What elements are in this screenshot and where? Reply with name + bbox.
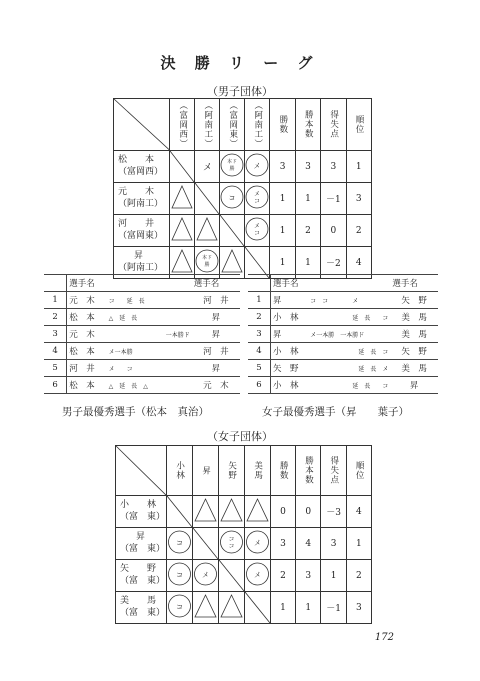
women-stat-3-1: 1	[296, 592, 321, 624]
men-col-header-0: （富岡西）	[170, 99, 195, 151]
match-marks: 延 長 メ	[308, 360, 390, 377]
match-left-player: 昇	[270, 326, 308, 343]
women-stat-0-2: －3	[321, 496, 346, 528]
match-marks: コ 延 長	[107, 292, 192, 309]
svg-text:コ: コ	[228, 194, 236, 202]
match-no: 4	[44, 343, 67, 360]
women-matches-table	[248, 274, 438, 394]
women-stat-2-3: 2	[346, 560, 371, 592]
men-stat-2-1: 2	[295, 215, 320, 247]
men-cell-1-2	[220, 183, 245, 215]
men-stat-3-0: 1	[270, 247, 295, 279]
svg-text:コ: コ	[228, 536, 235, 543]
women-stat-header-1: 勝本数	[296, 446, 321, 496]
match-right-player: 美 馬	[390, 309, 438, 326]
men-col-header-3: （阿南工）	[245, 99, 270, 151]
match-right-player: 昇	[192, 309, 240, 326]
match-left-player: 元 木	[67, 326, 107, 343]
match-left-player: 小 林	[270, 309, 308, 326]
match-marks: △ 延 長	[107, 309, 192, 326]
svg-text:コ: コ	[254, 230, 261, 237]
women-cell-0-3	[244, 496, 270, 528]
men-stat-0-0: 3	[270, 151, 295, 183]
match-no: 6	[44, 377, 67, 394]
men-mvp: 男子最優秀選手（松本 真治）	[62, 406, 209, 418]
men-stat-3-3: 4	[346, 247, 371, 279]
women-cell-3-1	[192, 592, 218, 624]
match-right-player: 昇	[192, 360, 240, 377]
men-stat-2-3: 2	[346, 215, 371, 247]
women-cell-0-1	[192, 496, 218, 528]
svg-text:メ: メ	[253, 162, 261, 170]
svg-text:コ: コ	[175, 571, 183, 579]
men-stat-1-1: 1	[295, 183, 320, 215]
match-left-player: 松 本	[67, 309, 107, 326]
men-col-header-2: （富岡東）	[220, 99, 245, 151]
men-cell-0-1: メ	[195, 151, 220, 183]
svg-text:コ: コ	[228, 543, 235, 550]
self-cell	[166, 496, 192, 528]
women-col-header-2: 矢野	[218, 446, 244, 496]
self-cell	[220, 215, 245, 247]
svg-text:勝: 勝	[204, 262, 210, 268]
match-marks: コ コ メ	[308, 292, 390, 309]
men-stat-0-2: 3	[321, 151, 346, 183]
women-stat-0-3: 4	[346, 496, 371, 528]
men-stat-0-3: 1	[346, 151, 371, 183]
women-league-table	[115, 445, 372, 624]
match-right-player: 河 井	[192, 292, 240, 309]
women-cell-0-2	[218, 496, 244, 528]
match-right-player: 元 木	[192, 377, 240, 394]
men-stat-2-0: 1	[270, 215, 295, 247]
men-row-name-0: 松 本 （富岡西）	[114, 151, 170, 183]
men-stat-0-1: 3	[295, 151, 320, 183]
match-marks-header	[107, 275, 192, 292]
match-marks: メ コ	[107, 360, 192, 377]
men-stat-3-2: －2	[321, 247, 346, 279]
svg-text:メ: メ	[201, 571, 209, 579]
match-marks: メ一本勝	[107, 343, 192, 360]
match-marks: 一本勝ド	[107, 326, 192, 343]
women-stat-1-1: 4	[296, 528, 321, 560]
women-row-name-2: 矢 野 （富 東）	[116, 560, 167, 592]
match-no-header	[44, 275, 67, 292]
match-no: 1	[248, 292, 270, 309]
women-row-name-1: 昇 （富 東）	[116, 528, 167, 560]
women-row-name-0: 小 林 （富 東）	[116, 496, 167, 528]
match-left-player: 松 本	[67, 343, 107, 360]
women-stat-header-3: 順位	[346, 446, 371, 496]
women-cell-2-3	[244, 560, 270, 592]
women-cell-1-2	[218, 528, 244, 560]
women-cell-1-0	[166, 528, 192, 560]
women-mvp: 女子最優秀選手（昇 葉子）	[262, 406, 409, 418]
men-row-name-2: 河 井 （富岡東）	[114, 215, 170, 247]
men-stat-header-0: 勝数	[270, 99, 295, 151]
women-row-name-3: 美 馬 （富 東）	[116, 592, 167, 624]
self-cell	[170, 151, 195, 183]
match-right-header: 選手名	[192, 275, 240, 292]
match-marks: 延 長 コ	[308, 343, 390, 360]
women-section-label: （女子団体）	[207, 430, 273, 443]
men-cell-1-0	[170, 183, 195, 215]
match-right-player: 矢 野	[390, 343, 438, 360]
women-stat-2-1: 3	[296, 560, 321, 592]
women-stat-0-1: 0	[296, 496, 321, 528]
match-no: 1	[44, 292, 67, 309]
women-col-header-1: 昇	[192, 446, 218, 496]
match-left-player: 小 林	[270, 377, 308, 394]
svg-text:メ: メ	[253, 571, 261, 579]
women-stat-header-0: 勝数	[270, 446, 295, 496]
corner-cell	[114, 99, 170, 151]
match-no: 2	[248, 309, 270, 326]
women-stat-1-3: 1	[346, 528, 371, 560]
match-marks: 延 長 コ	[308, 377, 390, 394]
women-col-header-3: 美馬	[244, 446, 270, 496]
men-matches-table	[44, 274, 240, 394]
match-no: 5	[44, 360, 67, 377]
match-no: 3	[248, 326, 270, 343]
svg-text:本ド: 本ド	[227, 159, 238, 165]
match-right-player: 美 馬	[390, 360, 438, 377]
men-stat-2-2: 0	[321, 215, 346, 247]
women-stat-2-0: 2	[270, 560, 295, 592]
match-right-player: 美 馬	[390, 326, 438, 343]
men-stat-header-2: 得失点	[321, 99, 346, 151]
match-right-header: 選手名	[390, 275, 438, 292]
match-marks: メ一本勝 一本勝ド	[308, 326, 390, 343]
men-stat-1-3: 3	[346, 183, 371, 215]
men-stat-3-1: 1	[295, 247, 320, 279]
women-stat-1-0: 3	[270, 528, 295, 560]
women-cell-3-0	[166, 592, 192, 624]
match-marks: 延 長 コ	[308, 309, 390, 326]
page-title: 決 勝 リ ー グ	[160, 54, 320, 72]
match-left-player: 昇	[270, 292, 308, 309]
svg-text:本ド: 本ド	[202, 255, 213, 261]
women-stat-2-2: 1	[321, 560, 346, 592]
match-left-player: 河 井	[67, 360, 107, 377]
match-left-header: 選手名	[270, 275, 308, 292]
women-stat-3-2: －1	[321, 592, 346, 624]
match-no: 4	[248, 343, 270, 360]
svg-text:メ: メ	[254, 191, 261, 198]
match-right-player: 昇	[390, 377, 438, 394]
svg-text:勝: 勝	[229, 166, 235, 172]
women-stat-3-3: 3	[346, 592, 371, 624]
match-marks-header	[308, 275, 390, 292]
women-stat-header-2: 得失点	[321, 446, 346, 496]
men-section-label: （男子団体）	[207, 85, 273, 98]
men-col-header-1: （阿南工）	[195, 99, 220, 151]
men-cell-2-1	[195, 215, 220, 247]
svg-text:コ: コ	[175, 603, 183, 611]
self-cell	[192, 528, 218, 560]
match-right-player: 昇	[192, 326, 240, 343]
men-stat-header-3: 順位	[346, 99, 371, 151]
men-cell-0-3	[245, 151, 270, 183]
match-no-header	[248, 275, 270, 292]
women-cell-2-1	[192, 560, 218, 592]
svg-text:コ: コ	[254, 198, 261, 205]
page-number: 172	[374, 632, 394, 643]
men-cell-2-0	[170, 215, 195, 247]
men-stat-header-1: 勝本数	[295, 99, 320, 151]
match-marks: △ 延 長 △	[107, 377, 192, 394]
men-row-name-3: 昇 （阿南工）	[114, 247, 170, 279]
men-league-table	[113, 98, 372, 279]
svg-text:コ: コ	[175, 539, 183, 547]
match-no: 5	[248, 360, 270, 377]
women-stat-0-0: 0	[270, 496, 295, 528]
svg-text:メ: メ	[254, 223, 261, 230]
women-cell-2-0	[166, 560, 192, 592]
women-stat-1-2: 3	[321, 528, 346, 560]
match-left-header: 選手名	[67, 275, 107, 292]
match-no: 2	[44, 309, 67, 326]
women-cell-1-3	[244, 528, 270, 560]
match-left-player: 小 林	[270, 343, 308, 360]
match-no: 6	[248, 377, 270, 394]
self-cell	[244, 592, 270, 624]
match-left-player: 元 木	[67, 292, 107, 309]
women-stat-3-0: 1	[270, 592, 295, 624]
women-cell-3-2	[218, 592, 244, 624]
match-no: 3	[44, 326, 67, 343]
corner-cell	[116, 446, 167, 496]
men-row-name-1: 元 木 （阿南工）	[114, 183, 170, 215]
match-left-player: 矢 野	[270, 360, 308, 377]
men-cell-1-3	[245, 183, 270, 215]
match-right-player: 河 井	[192, 343, 240, 360]
men-cell-0-2	[220, 151, 245, 183]
men-stat-1-0: 1	[270, 183, 295, 215]
self-cell	[195, 183, 220, 215]
match-right-player: 矢 野	[390, 292, 438, 309]
men-stat-1-2: －1	[321, 183, 346, 215]
self-cell	[218, 560, 244, 592]
svg-text:メ: メ	[253, 539, 261, 547]
match-left-player: 松 本	[67, 377, 107, 394]
men-cell-2-3	[245, 215, 270, 247]
women-col-header-0: 小林	[166, 446, 192, 496]
